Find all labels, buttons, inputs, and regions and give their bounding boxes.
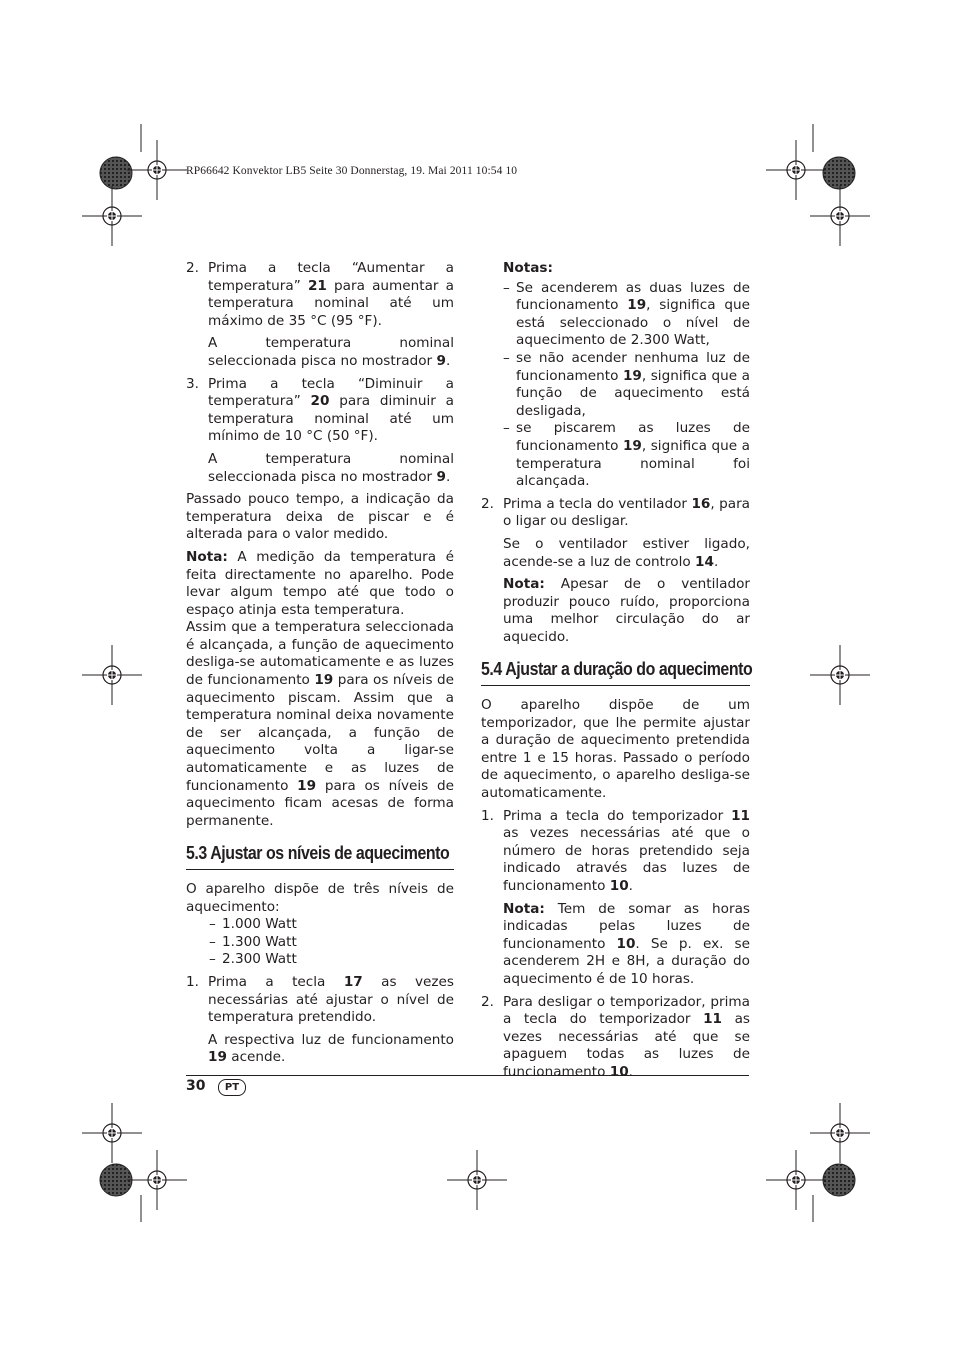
list-item: – se não acender nenhuma luz de funcionamento 19, significa que a função de aquecimento está desligada,	[503, 350, 750, 420]
list-item: – se piscarem as luzes de funcionamento 19, significa que a temperatura nominal foi alcançada.	[503, 420, 750, 490]
list-item: – 1.300 Watt	[209, 934, 454, 952]
heading-rule	[481, 685, 750, 686]
list-item: – 1.000 Watt	[209, 916, 454, 934]
list-item: 2. Para desligar o temporizador, prima a tecla do temporizador 11 as vezes necessárias até que se apaguem todas as luzes de funcionamento 10.	[481, 993, 750, 1080]
page-number: 30	[186, 1078, 206, 1094]
left-column	[186, 260, 454, 1072]
list-item: 3. Prima a tecla “Diminuir a temperatura” 20 para diminuir a temperatura nominal até um mínimo de 10 °C (50 °F). A temperatura nominal seleccionada pisca no mostrador 9.	[186, 375, 454, 485]
print-header: RP66642 Konvektor LB5 Seite 30 Donnerstag, 19. Mai 2011 10:54 10	[186, 165, 518, 177]
paragraph: O aparelho dispõe de um temporizador, que lhe permite ajustar a duração de aquecimento pretendida entre 1 e 15 horas. Passado o período de aquecimento, o aparelho desliga-se automaticamente.	[481, 697, 750, 802]
section-heading-5-3: 5.3 Ajustar os níveis de aquecimento	[186, 842, 450, 864]
list-item: 1. Prima a tecla 17 as vezes necessárias até ajustar o nível de temperatura pretendido. A respectiva luz de funcionamento 19 acende.	[186, 973, 455, 1066]
list-item: 1. Prima a tecla do temporizador 11 as vezes necessárias até que o número de horas pretendido seja indicado através das luzes de funcionamento 10. Nota: Tem de somar as horas indicadas pelas luzes de funcionamento 10. Se p. ex. se acenderem 2H e 8H, a duração do aquecimento é de 10 horas.	[481, 807, 750, 987]
watt-list	[186, 916, 454, 969]
right-column	[481, 260, 753, 1087]
list-item: 2. Prima a tecla do ventilador 16, para o ligar ou desligar. Se o ventilador estiver ligado, acende-se a luz de controlo 14. Nota: Apesar de o ventilador produzir pouco ruído, proporciona uma melhor circulação do ar aquecido.	[481, 495, 750, 645]
list-item: 2. Prima a tecla “Aumentar a temperatura” 21 para aumentar a temperatura nominal até um máximo de 35 °C (95 °F). A temperatura nominal seleccionada pisca no mostrador 9.	[186, 260, 454, 369]
paragraph: Passado pouco tempo, a indicação da temperatura deixa de piscar e é alterada para o valor medido.	[186, 491, 454, 543]
footer-rule	[186, 1075, 749, 1076]
notes-block: Notas: – Se acenderem as duas luzes de funcionamento 19, significa que está seleccionado o nível de aquecimento de 2.300 Watt, – se não acender nenhuma luz de funcionamento 19, significa que a função de aquecimento está desligada, – se piscarem as luzes de funcionamento 19, significa que a temperatura nominal foi alcançada.	[481, 260, 750, 491]
list-item: – 2.300 Watt	[209, 951, 454, 969]
paragraph: Assim que a temperatura seleccionada é alcançada, a função de aquecimento desliga-se automaticamente e as luzes de funcionamento 19 para os níveis de aquecimento piscam. Assim que a temperatura nominal deixa novamente de ser alcançada, a função de aquecimento volta a ligar-se automaticamente e as luzes de funcionamento 19 para os níveis de aquecimento ficam acesas de forma permanente.	[186, 619, 454, 829]
paragraph: O aparelho dispõe de três níveis de aquecimento:	[186, 881, 454, 915]
note: Nota: A medição da temperatura é feita directamente no aparelho. Pode levar algum tempo até que todo o espaço atinja esta temperatura.	[186, 548, 454, 618]
heading-rule	[186, 869, 454, 870]
section-heading-5-4: 5.4 Ajustar a duração do aquecimento	[481, 658, 753, 680]
list-item: – Se acenderem as duas luzes de funcionamento 19, significa que está seleccionado o nível de aquecimento de 2.300 Watt,	[503, 280, 750, 350]
language-badge: PT	[218, 1079, 246, 1096]
